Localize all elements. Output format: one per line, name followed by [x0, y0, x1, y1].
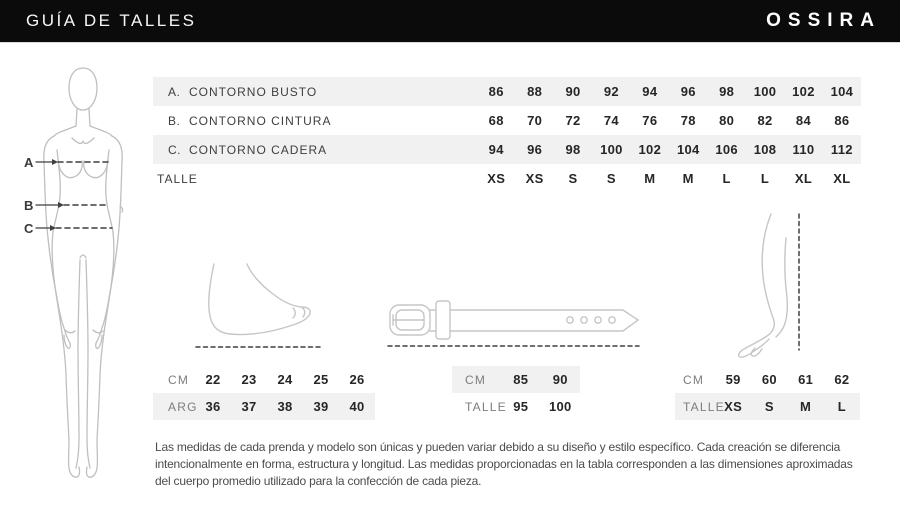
disclaimer-line: del cuerpo promedio utilizado para la confección de cada pieza. — [155, 474, 482, 488]
size-value: 94 — [488, 142, 504, 157]
disclaimer-line: Las medidas de cada prenda y modelo son únicas y pueden variar debido a su diseño y estilo específico. Cada creación se diferencia — [155, 440, 841, 454]
size-value: 61 — [798, 372, 814, 387]
size-table-row-talle — [153, 164, 861, 193]
shoe-row-arg — [153, 393, 375, 420]
size-value: M — [800, 399, 812, 414]
size-value: 26 — [349, 372, 365, 387]
size-value: XS — [487, 171, 506, 186]
arm-sketch — [715, 200, 815, 362]
size-table — [153, 77, 861, 193]
size-value: 104 — [830, 84, 854, 99]
size-value: 85 — [513, 372, 529, 387]
size-value: 98 — [565, 142, 581, 157]
row-label: CM — [683, 372, 705, 387]
brand-logo: OSSIRA — [766, 10, 881, 31]
size-value: 72 — [565, 113, 581, 128]
row-label: CONTORNO BUSTO — [189, 84, 318, 99]
size-value: 62 — [834, 372, 850, 387]
row-label: ARG — [168, 399, 198, 414]
size-value: XS — [724, 399, 743, 414]
page-title: GUÍA DE TALLES — [26, 11, 197, 30]
size-value: S — [764, 399, 774, 414]
size-value: 96 — [527, 142, 543, 157]
size-value: 36 — [205, 399, 221, 414]
size-value: 60 — [761, 372, 777, 387]
size-value: 40 — [349, 399, 365, 414]
size-value: 94 — [642, 84, 658, 99]
size-value: 100 — [600, 142, 623, 157]
size-value: 98 — [719, 84, 735, 99]
belt-sketch — [383, 293, 645, 353]
size-value: 110 — [792, 142, 815, 157]
sleeve-row-talle — [675, 393, 860, 420]
row-label: CONTORNO CADERA — [189, 142, 328, 157]
size-value: 95 — [513, 399, 529, 414]
size-value: 37 — [241, 399, 257, 414]
size-value: 78 — [680, 113, 696, 128]
size-value: M — [644, 171, 656, 186]
size-value: 25 — [313, 372, 329, 387]
size-value: 59 — [725, 372, 741, 387]
row-label: CONTORNO CINTURA — [189, 113, 332, 128]
size-value: 82 — [757, 113, 773, 128]
size-table-row-cintura — [153, 106, 861, 135]
row-label: CM — [465, 372, 487, 387]
row-label: TALLE — [683, 399, 725, 414]
size-value: XL — [794, 171, 813, 186]
row-label: CM — [168, 372, 190, 387]
size-value: XL — [833, 171, 851, 186]
size-value: 100 — [548, 399, 572, 414]
header-bar — [0, 0, 900, 43]
size-value: 104 — [676, 142, 700, 157]
size-table-row-cadera — [153, 135, 861, 164]
size-value: S — [568, 171, 578, 186]
size-value: 70 — [527, 113, 543, 128]
shoe-row-cm — [153, 366, 375, 393]
size-value: L — [722, 171, 731, 186]
size-value: 96 — [680, 84, 696, 99]
row-values — [477, 171, 861, 186]
size-value: 86 — [834, 113, 850, 128]
size-value: 23 — [241, 372, 257, 387]
size-table-row-busto — [153, 77, 861, 106]
size-value: 80 — [719, 113, 735, 128]
disclaimer-note — [155, 439, 853, 490]
size-value: 24 — [277, 372, 293, 387]
size-value: 88 — [527, 84, 543, 99]
size-value: 90 — [552, 372, 568, 387]
belt-row-cm — [452, 366, 580, 393]
row-values — [477, 113, 861, 128]
size-value: S — [606, 171, 616, 186]
female-figure-sketch — [8, 60, 158, 482]
disclaimer-line: intencionalmente en forma, estructura y longitud. Las medidas proporcionadas en la tabla corresponden a las dimensiones aproximadas — [155, 457, 853, 471]
size-value: 92 — [603, 84, 619, 99]
row-letter: B. — [168, 113, 181, 128]
size-value: XS — [525, 171, 544, 186]
belt-row-talle — [452, 393, 580, 420]
row-letter: C. — [168, 142, 181, 157]
row-values — [477, 142, 861, 157]
size-value: 102 — [638, 142, 662, 157]
measure-label-a: A — [24, 155, 35, 170]
size-value: 76 — [642, 113, 658, 128]
belt-size-table — [452, 366, 580, 420]
size-value: L — [837, 399, 846, 414]
size-value: L — [760, 171, 770, 186]
size-value: 100 — [753, 84, 777, 99]
sleeve-row-cm — [675, 366, 860, 393]
measure-label-b: B — [24, 198, 35, 213]
foot-sketch — [190, 262, 330, 354]
measure-label-c: C — [24, 221, 35, 236]
shoe-size-table — [153, 366, 375, 420]
size-value: 108 — [753, 142, 777, 157]
size-value: M — [682, 171, 694, 186]
size-value: 68 — [488, 113, 504, 128]
row-label: TALLE — [157, 171, 198, 186]
size-value: 84 — [795, 113, 811, 128]
size-value: 112 — [830, 142, 853, 157]
size-value: 74 — [603, 113, 619, 128]
size-value: 102 — [792, 84, 815, 99]
size-value: 106 — [715, 142, 738, 157]
size-value: 39 — [313, 399, 329, 414]
sleeve-size-table — [675, 366, 860, 420]
size-value: 86 — [488, 84, 504, 99]
size-value: 90 — [565, 84, 581, 99]
size-value: 38 — [277, 399, 293, 414]
row-values — [477, 84, 861, 99]
size-value: 22 — [205, 372, 221, 387]
row-label: TALLE — [465, 399, 507, 414]
row-letter: A. — [168, 84, 181, 99]
